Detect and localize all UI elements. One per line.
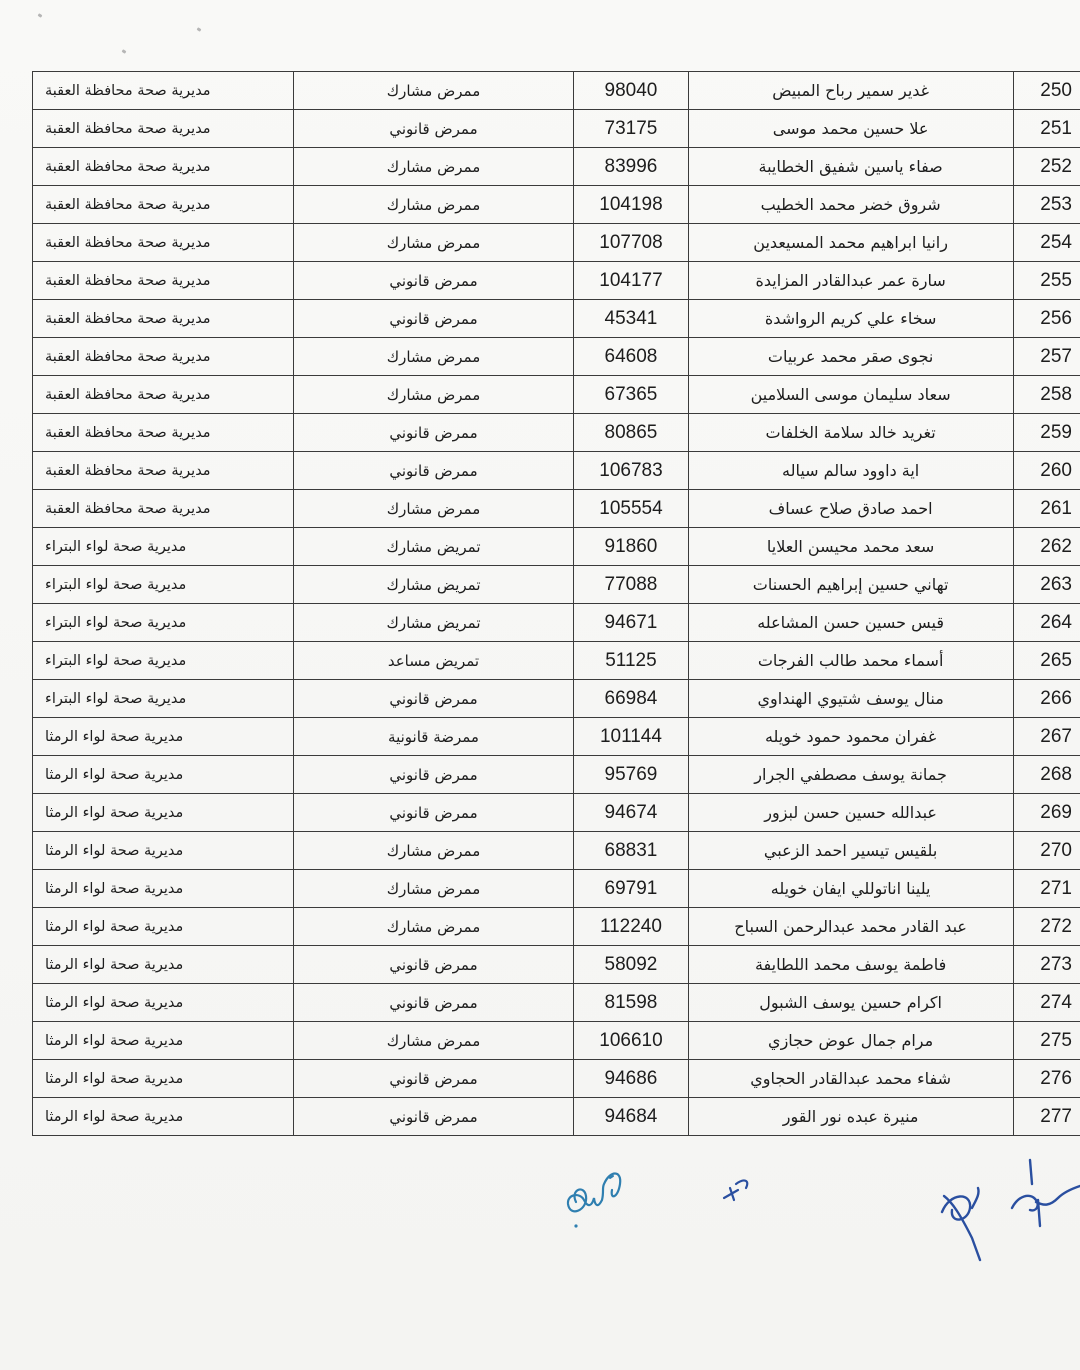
employee-number-cell: 101144 <box>574 718 688 756</box>
employee-name-cell: تغريد خالد سلامة الخلفات <box>688 414 1013 452</box>
employee-name-cell: أسماء محمد طالب الفرجات <box>688 642 1013 680</box>
row-index-cell: 265 <box>1013 642 1080 680</box>
employee-number-cell: 81598 <box>574 984 688 1022</box>
employee-number-cell: 67365 <box>574 376 688 414</box>
job-title-cell: ممرض مشارك <box>293 870 574 908</box>
row-index-cell: 252 <box>1013 148 1080 186</box>
job-title-cell: ممرض قانوني <box>293 680 574 718</box>
directorate-cell: مديرية صحة لواء الرمثا <box>33 756 294 794</box>
row-index-cell: 272 <box>1013 908 1080 946</box>
row-index-cell: 254 <box>1013 224 1080 262</box>
job-title-cell: ممرض مشارك <box>293 338 574 376</box>
directorate-cell: مديرية صحة لواء الرمثا <box>33 794 294 832</box>
table-row <box>33 946 1080 984</box>
employee-number-cell: 51125 <box>574 642 688 680</box>
job-title-cell: ممرضة قانونية <box>293 718 574 756</box>
table-row <box>33 566 1080 604</box>
employee-name-cell: علا حسين محمد موسى <box>688 110 1013 148</box>
row-index-cell: 274 <box>1013 984 1080 1022</box>
row-index-cell: 266 <box>1013 680 1080 718</box>
employee-number-cell: 77088 <box>574 566 688 604</box>
employee-name-cell: عبد القادر محمد عبدالرحمن السباح <box>688 908 1013 946</box>
directorate-cell: مديرية صحة محافظة العقبة <box>33 224 294 262</box>
directorate-cell: مديرية صحة محافظة العقبة <box>33 414 294 452</box>
table-row <box>33 72 1080 110</box>
job-title-cell: ممرض قانوني <box>293 756 574 794</box>
employee-number-cell: 112240 <box>574 908 688 946</box>
employee-name-cell: سعد محمد محيسن العلايا <box>688 528 1013 566</box>
employee-name-cell: فاطمة يوسف محمد اللطايفة <box>688 946 1013 984</box>
directorate-cell: مديرية صحة محافظة العقبة <box>33 338 294 376</box>
table-row <box>33 262 1080 300</box>
row-index-cell: 257 <box>1013 338 1080 376</box>
directorate-cell: مديرية صحة لواء الرمثا <box>33 908 294 946</box>
employee-number-cell: 80865 <box>574 414 688 452</box>
employee-name-cell: اية داوود سالم سياله <box>688 452 1013 490</box>
table-row <box>33 148 1080 186</box>
job-title-cell: ممرض مشارك <box>293 224 574 262</box>
directorate-cell: مديرية صحة محافظة العقبة <box>33 490 294 528</box>
directorate-cell: مديرية صحة لواء البتراء <box>33 642 294 680</box>
row-index-cell: 277 <box>1013 1098 1080 1136</box>
job-title-cell: تمريض مشارك <box>293 528 574 566</box>
employee-name-cell: منال يوسف شتيوي الهنداوي <box>688 680 1013 718</box>
job-title-cell: ممرض مشارك <box>293 832 574 870</box>
employee-name-cell: منيرة عبده نور القور <box>688 1098 1013 1136</box>
job-title-cell: ممرض مشارك <box>293 72 574 110</box>
employee-name-cell: اكرام حسين يوسف الشبول <box>688 984 1013 1022</box>
directorate-cell: مديرية صحة لواء البتراء <box>33 566 294 604</box>
row-index-cell: 250 <box>1013 72 1080 110</box>
employee-name-cell: قيس حسين حسن المشاعله <box>688 604 1013 642</box>
row-index-cell: 270 <box>1013 832 1080 870</box>
table-row <box>33 832 1080 870</box>
table-row <box>33 110 1080 148</box>
row-index-cell: 264 <box>1013 604 1080 642</box>
directorate-cell: مديرية صحة محافظة العقبة <box>33 72 294 110</box>
scan-speck <box>197 27 202 32</box>
employee-name-cell: رانيا ابراهيم محمد المسيعدين <box>688 224 1013 262</box>
job-title-cell: ممرض مشارك <box>293 908 574 946</box>
directorate-cell: مديرية صحة لواء الرمثا <box>33 870 294 908</box>
table-row <box>33 186 1080 224</box>
directorate-cell: مديرية صحة محافظة العقبة <box>33 300 294 338</box>
row-index-cell: 260 <box>1013 452 1080 490</box>
employee-name-cell: شفاء محمد عبدالقادر الحجاوي <box>688 1060 1013 1098</box>
employee-number-cell: 106610 <box>574 1022 688 1060</box>
table-row <box>33 1098 1080 1136</box>
job-title-cell: ممرض قانوني <box>293 984 574 1022</box>
job-title-cell: ممرض قانوني <box>293 452 574 490</box>
job-title-cell: ممرض قانوني <box>293 1060 574 1098</box>
row-index-cell: 261 <box>1013 490 1080 528</box>
roster-table <box>32 71 1080 1136</box>
table-row <box>33 756 1080 794</box>
directorate-cell: مديرية صحة لواء الرمثا <box>33 984 294 1022</box>
employee-number-cell: 106783 <box>574 452 688 490</box>
table-row <box>33 414 1080 452</box>
row-index-cell: 267 <box>1013 718 1080 756</box>
employee-name-cell: سعاد سليمان موسى السلامين <box>688 376 1013 414</box>
directorate-cell: مديرية صحة محافظة العقبة <box>33 110 294 148</box>
scan-speck <box>122 49 127 54</box>
employee-number-cell: 73175 <box>574 110 688 148</box>
directorate-cell: مديرية صحة محافظة العقبة <box>33 262 294 300</box>
row-index-cell: 275 <box>1013 1022 1080 1060</box>
employee-name-cell: نجوى صقر محمد عربيات <box>688 338 1013 376</box>
table-row <box>33 490 1080 528</box>
table-row <box>33 300 1080 338</box>
row-index-cell: 271 <box>1013 870 1080 908</box>
employee-number-cell: 45341 <box>574 300 688 338</box>
row-index-cell: 255 <box>1013 262 1080 300</box>
row-index-cell: 256 <box>1013 300 1080 338</box>
employee-number-cell: 95769 <box>574 756 688 794</box>
scan-speck <box>38 13 43 18</box>
table-row <box>33 1060 1080 1098</box>
employee-number-cell: 107708 <box>574 224 688 262</box>
employee-number-cell: 58092 <box>574 946 688 984</box>
employee-name-cell: جمانة يوسف مصطفي الجرار <box>688 756 1013 794</box>
job-title-cell: ممرض قانوني <box>293 946 574 984</box>
employee-number-cell: 94684 <box>574 1098 688 1136</box>
table-row <box>33 528 1080 566</box>
table-row <box>33 984 1080 1022</box>
employee-name-cell: غفران محمود حمود خويله <box>688 718 1013 756</box>
employee-number-cell: 104177 <box>574 262 688 300</box>
directorate-cell: مديرية صحة لواء البتراء <box>33 604 294 642</box>
job-title-cell: ممرض مشارك <box>293 376 574 414</box>
table-row <box>33 794 1080 832</box>
row-index-cell: 273 <box>1013 946 1080 984</box>
job-title-cell: ممرض مشارك <box>293 1022 574 1060</box>
table-row <box>33 452 1080 490</box>
job-title-cell: ممرض قانوني <box>293 262 574 300</box>
table-row <box>33 642 1080 680</box>
employee-number-cell: 83996 <box>574 148 688 186</box>
employee-name-cell: يلينا اناتوللي ايفان خويله <box>688 870 1013 908</box>
employee-number-cell: 104198 <box>574 186 688 224</box>
job-title-cell: ممرض قانوني <box>293 1098 574 1136</box>
job-title-cell: ممرض قانوني <box>293 794 574 832</box>
row-index-cell: 251 <box>1013 110 1080 148</box>
job-title-cell: تمريض مشارك <box>293 604 574 642</box>
directorate-cell: مديرية صحة لواء البتراء <box>33 680 294 718</box>
job-title-cell: ممرض قانوني <box>293 414 574 452</box>
employee-number-cell: 69791 <box>574 870 688 908</box>
table-row <box>33 338 1080 376</box>
row-index-cell: 276 <box>1013 1060 1080 1098</box>
job-title-cell: ممرض مشارك <box>293 186 574 224</box>
directorate-cell: مديرية صحة لواء الرمثا <box>33 718 294 756</box>
row-index-cell: 269 <box>1013 794 1080 832</box>
employee-number-cell: 68831 <box>574 832 688 870</box>
table-row <box>33 908 1080 946</box>
row-index-cell: 262 <box>1013 528 1080 566</box>
employee-name-cell: سارة عمر عبدالقادر المزايدة <box>688 262 1013 300</box>
directorate-cell: مديرية صحة محافظة العقبة <box>33 186 294 224</box>
table-row <box>33 224 1080 262</box>
employee-name-cell: عبدالله حسين حسن لبزور <box>688 794 1013 832</box>
table-row <box>33 604 1080 642</box>
employee-name-cell: بلقيس تيسير احمد الزعبي <box>688 832 1013 870</box>
row-index-cell: 263 <box>1013 566 1080 604</box>
employee-number-cell: 105554 <box>574 490 688 528</box>
table-row <box>33 376 1080 414</box>
table-row <box>33 1022 1080 1060</box>
directorate-cell: مديرية صحة لواء البتراء <box>33 528 294 566</box>
job-title-cell: ممرض مشارك <box>293 490 574 528</box>
job-title-cell: تمريض مساعد <box>293 642 574 680</box>
row-index-cell: 253 <box>1013 186 1080 224</box>
job-title-cell: تمريض مشارك <box>293 566 574 604</box>
job-title-cell: ممرض قانوني <box>293 300 574 338</box>
employee-number-cell: 91860 <box>574 528 688 566</box>
employee-number-cell: 64608 <box>574 338 688 376</box>
row-index-cell: 268 <box>1013 756 1080 794</box>
employee-name-cell: غدير سمير رباح المبيض <box>688 72 1013 110</box>
table-row <box>33 680 1080 718</box>
job-title-cell: ممرض مشارك <box>293 148 574 186</box>
directorate-cell: مديرية صحة لواء الرمثا <box>33 1060 294 1098</box>
signatures-area <box>540 1140 1080 1280</box>
employee-number-cell: 94671 <box>574 604 688 642</box>
table-row <box>33 718 1080 756</box>
employee-number-cell: 94686 <box>574 1060 688 1098</box>
employee-number-cell: 66984 <box>574 680 688 718</box>
directorate-cell: مديرية صحة لواء الرمثا <box>33 1098 294 1136</box>
roster-table-body <box>33 72 1080 1136</box>
employee-name-cell: مرام جمال عوض حجازي <box>688 1022 1013 1060</box>
table-row <box>33 870 1080 908</box>
employee-number-cell: 94674 <box>574 794 688 832</box>
row-index-cell: 258 <box>1013 376 1080 414</box>
row-index-cell: 259 <box>1013 414 1080 452</box>
employee-name-cell: شروق خضر محمد الخطيب <box>688 186 1013 224</box>
directorate-cell: مديرية صحة لواء الرمثا <box>33 832 294 870</box>
job-title-cell: ممرض قانوني <box>293 110 574 148</box>
directorate-cell: مديرية صحة لواء الرمثا <box>33 1022 294 1060</box>
directorate-cell: مديرية صحة محافظة العقبة <box>33 452 294 490</box>
employee-name-cell: سخاء علي كريم الرواشدة <box>688 300 1013 338</box>
employee-name-cell: صفاء ياسين شفيق الخطايبة <box>688 148 1013 186</box>
employee-name-cell: احمد صادق صلاح عساف <box>688 490 1013 528</box>
employee-number-cell: 98040 <box>574 72 688 110</box>
directorate-cell: مديرية صحة محافظة العقبة <box>33 148 294 186</box>
handwritten-signature-icon <box>540 1140 1080 1280</box>
directorate-cell: مديرية صحة لواء الرمثا <box>33 946 294 984</box>
employee-name-cell: تهاني حسين إبراهيم الحسنات <box>688 566 1013 604</box>
directorate-cell: مديرية صحة محافظة العقبة <box>33 376 294 414</box>
